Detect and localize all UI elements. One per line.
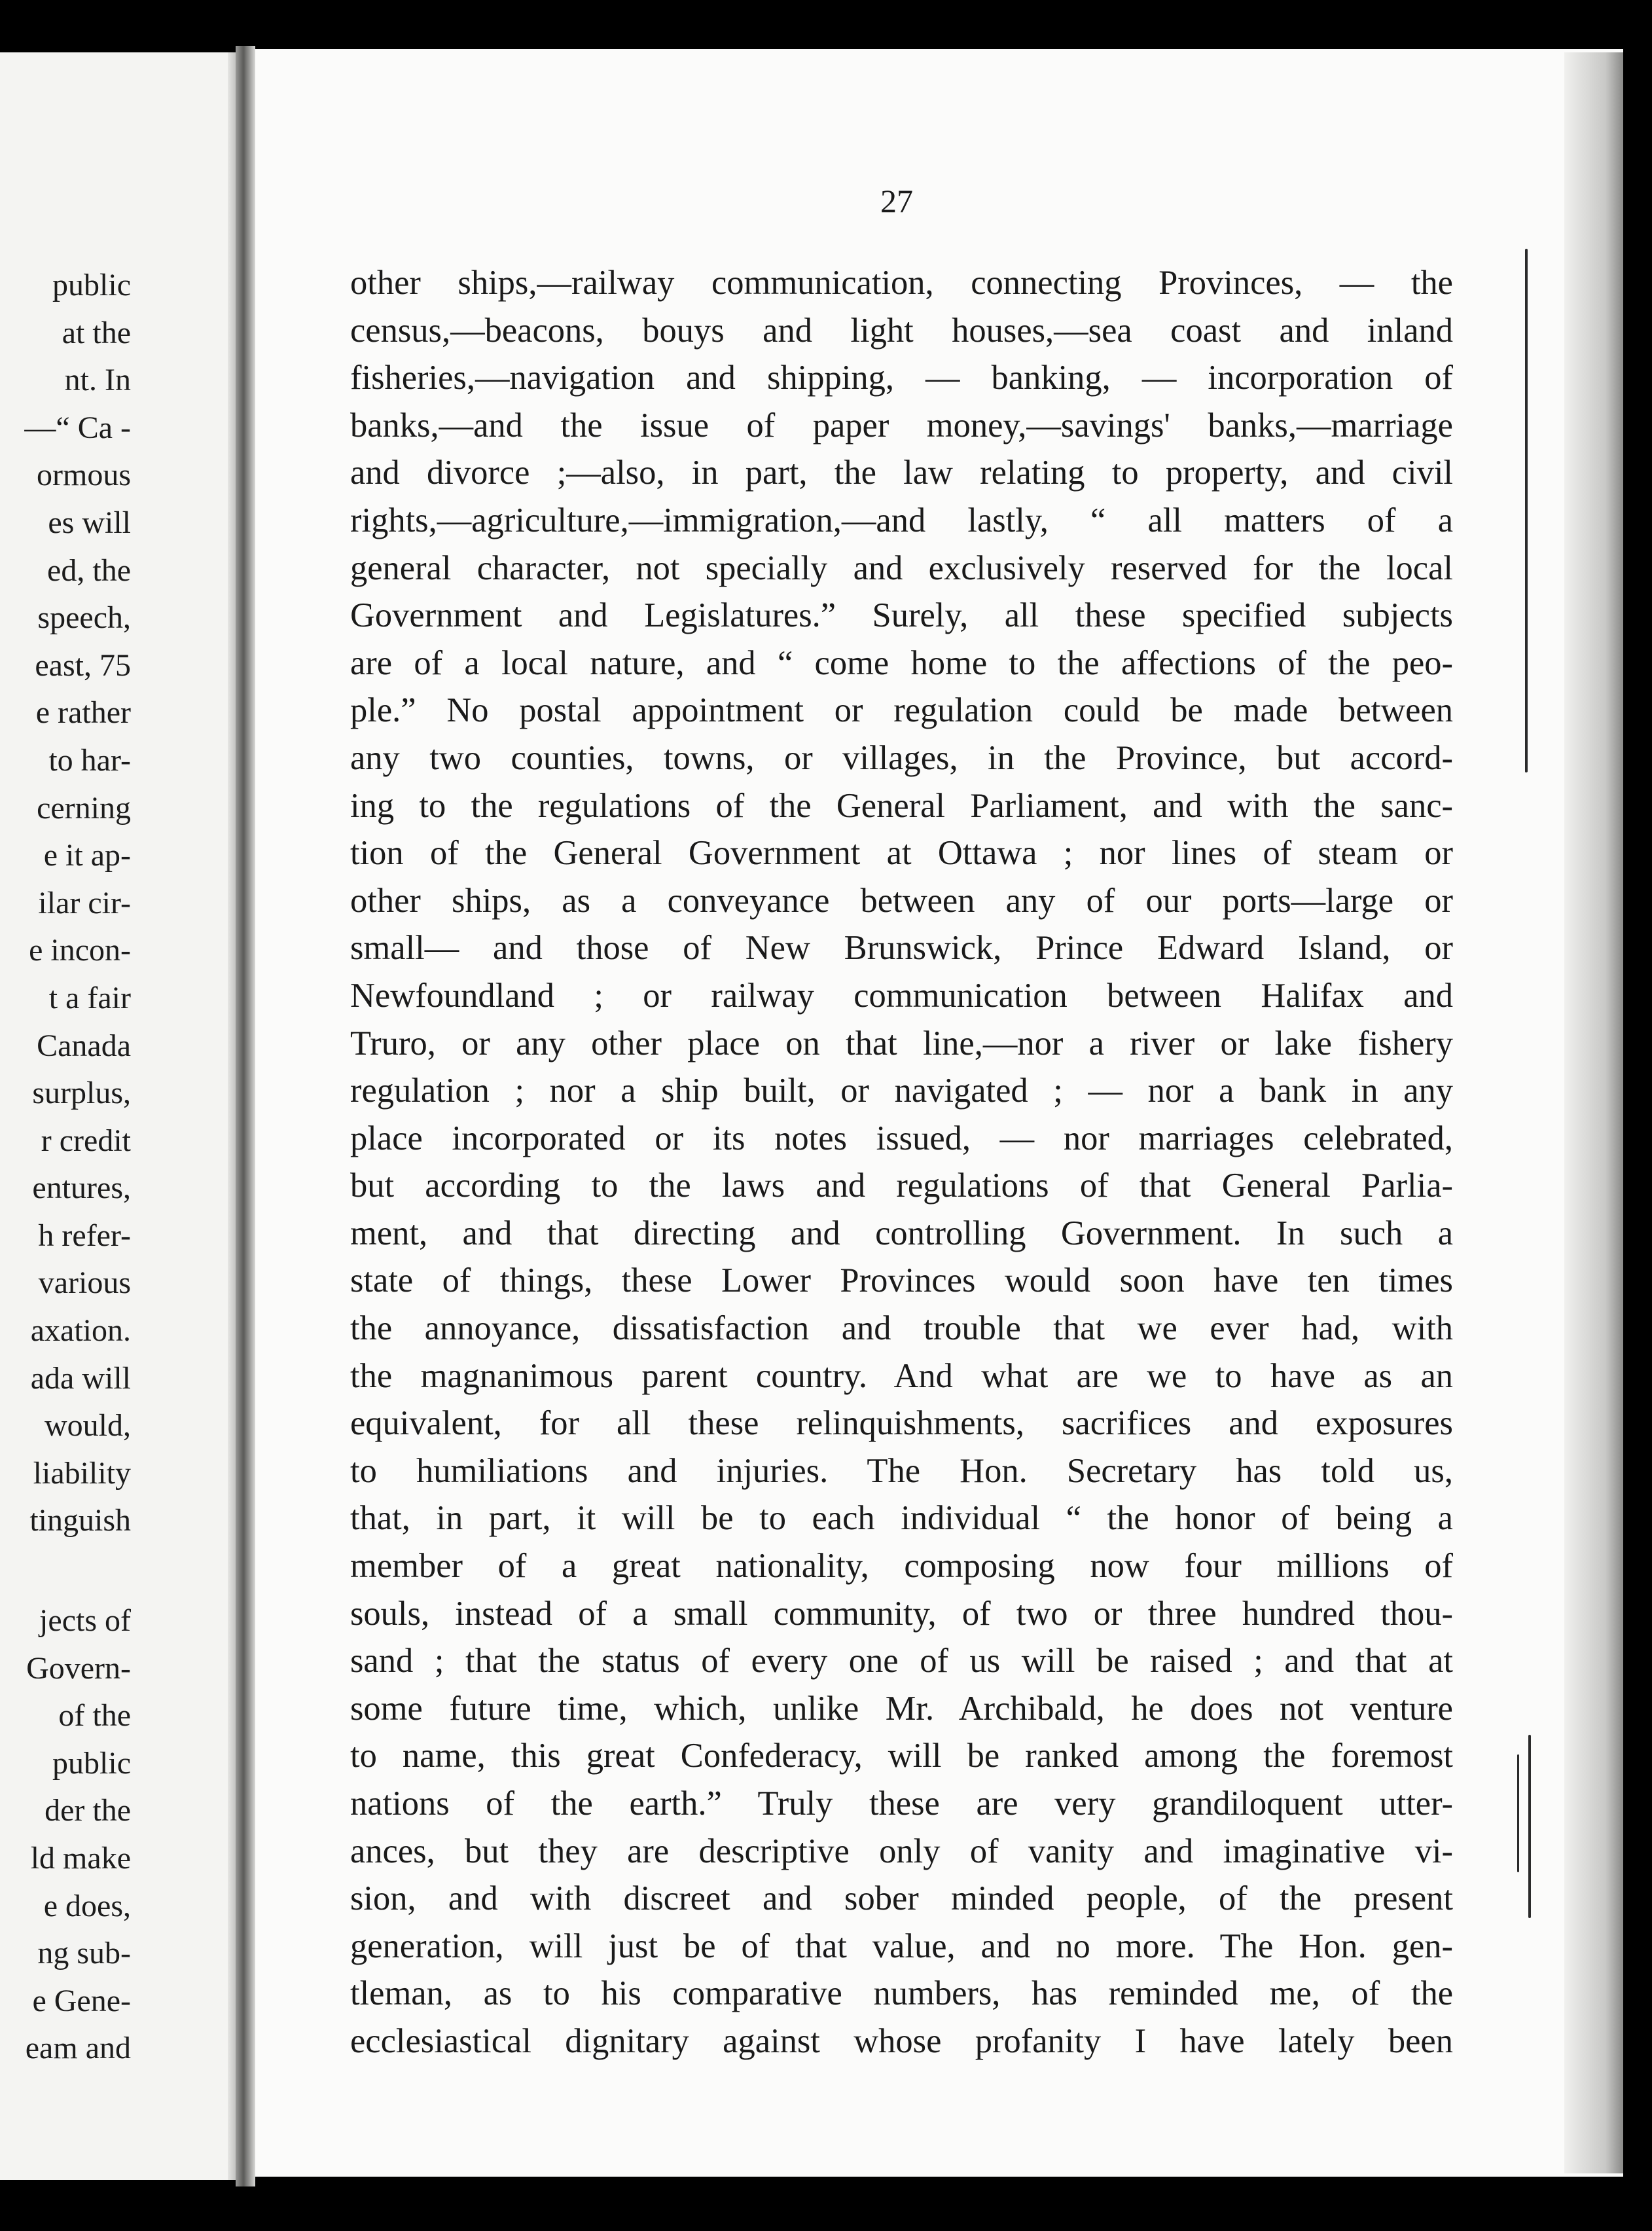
left-line: entures, <box>32 1170 131 1206</box>
text-line: Newfoundland ; or railway communication between Halifax and <box>350 976 1453 1015</box>
left-page-text <box>24 262 131 2073</box>
text-line: Government and Legislatures.” Surely, all these specified subjects <box>350 596 1453 635</box>
text-line: sion, and with discreet and sober minded people, of the present <box>350 1879 1453 1918</box>
left-line: public <box>52 1745 131 1781</box>
text-line: the annoyance, dissatisfaction and trouble that we ever had, with <box>350 1309 1453 1348</box>
left-line: —“ Ca - <box>24 410 131 445</box>
text-line: ment, and that directing and controlling Government. In such a <box>350 1214 1453 1252</box>
text-line: tion of the General Government at Ottawa ; nor lines of steam or <box>350 834 1453 873</box>
text-line: place incorporated or its notes issued, — nor marriages celebrated, <box>350 1119 1453 1157</box>
left-line: e incon- <box>29 933 131 968</box>
text-line: equivalent, for all these relinquishments, sacrifices and exposures <box>350 1404 1453 1443</box>
left-line: ed, the <box>47 553 131 588</box>
left-line: nt. In <box>64 363 131 398</box>
left-line: ada will <box>30 1360 131 1396</box>
text-line: regulation ; nor a ship built, or navigated ; — nor a bank in any <box>350 1072 1453 1110</box>
text-line: the magnanimous parent country. And what are we to have as an <box>350 1356 1453 1395</box>
left-line: r credit <box>41 1123 131 1158</box>
left-line: e Gene- <box>32 1983 131 2018</box>
text-line: to humiliations and injuries. The Hon. Secretary has told us, <box>350 1451 1453 1490</box>
text-line: state of things, these Lower Provinces would soon have ten times <box>350 1261 1453 1300</box>
left-line: Govern- <box>26 1650 131 1686</box>
page-body-text <box>350 259 1453 2065</box>
left-page-fragment <box>0 52 236 2180</box>
text-line: souls, instead of a small community, of two or three hundred thou- <box>350 1594 1453 1633</box>
left-line: ilar cir- <box>38 885 131 920</box>
text-line: sand ; that the status of every one of us will be raised ; and that at <box>350 1642 1453 1680</box>
left-line: e does, <box>43 1888 131 1923</box>
text-line: member of a great nationality, composing now four millions of <box>350 1547 1453 1586</box>
left-line: jects of <box>39 1603 131 1639</box>
left-line: eam and <box>25 2031 131 2066</box>
left-line: public <box>52 268 131 302</box>
left-line: cerning <box>37 790 131 825</box>
text-line: Truro, or any other place on that line,—nor a river or lake fishery <box>350 1024 1453 1062</box>
left-line: east, 75 <box>35 647 131 683</box>
text-line: ecclesiastical dignitary against whose profanity I have lately been <box>350 2022 1453 2060</box>
text-line: but according to the laws and regulations of that General Parlia- <box>350 1167 1453 1205</box>
text-line: to name, this great Confederacy, will be ranked among the foremost <box>350 1737 1453 1775</box>
left-line: at the <box>62 315 131 350</box>
right-page-edge-shadow <box>1564 52 1623 2173</box>
text-line: tleman, as to his comparative numbers, has reminded me, of the <box>350 1974 1453 2013</box>
text-line: general character, not specially and exclusively reserved for the local <box>350 549 1453 587</box>
left-line: liability <box>33 1455 131 1491</box>
text-line: ing to the regulations of the General Parliament, and with the sanc- <box>350 786 1453 825</box>
text-line: generation, will just be of that value, and no more. The Hon. gen- <box>350 1927 1453 1965</box>
left-line: e it ap- <box>43 838 131 873</box>
text-line: any two counties, towns, or villages, in the Province, but accord- <box>350 738 1453 777</box>
left-line: axation. <box>30 1313 131 1349</box>
text-line: small— and those of New Brunswick, Prince Edward Island, or <box>350 929 1453 968</box>
page-number: 27 <box>880 183 913 219</box>
left-line: h refer- <box>38 1218 131 1253</box>
margin-pencil-mark <box>1517 1754 1519 1872</box>
left-line: e rather <box>35 695 131 731</box>
left-line: would, <box>45 1408 131 1443</box>
left-line: ormous <box>37 458 131 493</box>
margin-pencil-mark <box>1528 1735 1531 1918</box>
left-line: tinguish <box>29 1503 131 1538</box>
text-line: fisheries,—navigation and shipping, — banking, — incorporation of <box>350 359 1453 397</box>
left-page-edge <box>228 52 236 2180</box>
text-line: census,—beacons, bouys and light houses,—sea coast and inland <box>350 311 1453 350</box>
left-line: ld make <box>30 1841 131 1876</box>
left-line: to har- <box>48 742 131 778</box>
text-line: rights,—agriculture,—immigration,—and lastly, “ all matters of a <box>350 501 1453 539</box>
left-line: Canada <box>37 1028 131 1063</box>
left-line: various <box>38 1265 131 1301</box>
text-line: banks,—and the issue of paper money,—savings' banks,—marriage <box>350 406 1453 444</box>
text-line: other ships,—railway communication, connecting Provinces, — the <box>350 264 1453 302</box>
text-line: and divorce ;—also, in part, the law relating to property, and civil <box>350 454 1453 492</box>
book-gutter <box>236 46 255 2186</box>
margin-pencil-mark <box>1525 249 1528 772</box>
left-line: t a fair <box>48 980 131 1015</box>
left-line: speech, <box>37 600 131 636</box>
text-line: ple.” No postal appointment or regulation could be made between <box>350 691 1453 730</box>
text-line: nations of the earth.” Truly these are very grandiloquent utter- <box>350 1785 1453 1823</box>
text-line: some future time, which, unlike Mr. Archibald, he does not venture <box>350 1689 1453 1728</box>
left-line: ng sub- <box>37 1936 131 1971</box>
left-line: surplus, <box>32 1076 131 1111</box>
text-line: ances, but they are descriptive only of vanity and imaginative vi- <box>350 1832 1453 1870</box>
left-line: der the <box>45 1793 131 1828</box>
text-line: are of a local nature, and “ come home to the affections of the peo- <box>350 644 1453 682</box>
text-line: other ships, as a conveyance between any of our ports—large or <box>350 881 1453 920</box>
text-line: that, in part, it will be to each individual “ the honor of being a <box>350 1499 1453 1538</box>
left-line: es will <box>48 505 131 540</box>
left-line: of the <box>58 1698 131 1733</box>
